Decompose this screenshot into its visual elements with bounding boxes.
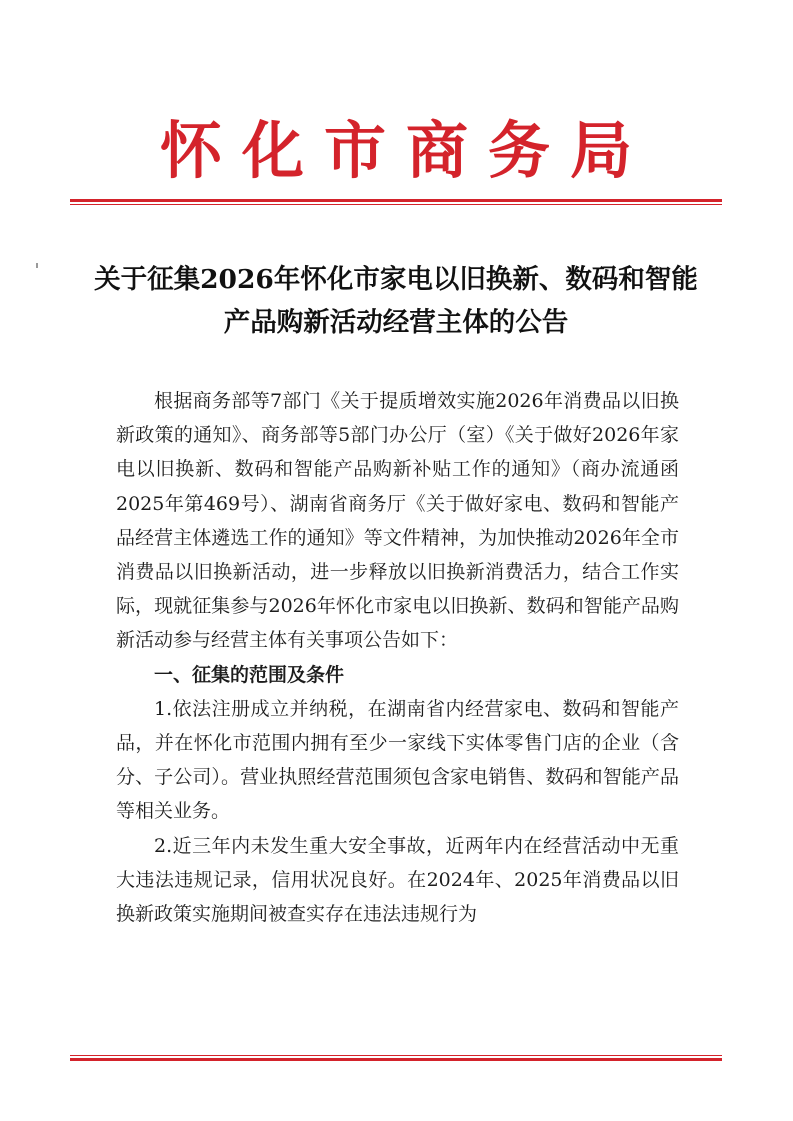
issuer-masthead: 怀化市商务局 xyxy=(159,114,652,187)
announcement-body xyxy=(116,384,679,931)
scan-speck xyxy=(36,263,38,268)
condition-item-1: 1.依法注册成立并纳税，在湖南省内经营家电、数码和智能产品，并在怀化市范围内拥有至少一家线下实体零售门店的企业（含分、子公司）。营业执照经营范围须包含家电销售、数码和智能产品等相关业务。 xyxy=(116,697,679,823)
announcement-title: 关于征集2026年怀化市家电以旧换新、数码和智能产品购新活动经营主体的公告 xyxy=(94,264,698,338)
condition-item-2: 2.近三年内未发生重大安全事故，近两年内在经营活动中无重大违法违规记录，信用状况良好。在2024年、2025年消费品以旧换新政策实施期间被查实存在违法违规行为 xyxy=(116,834,679,926)
section-heading: 一、征集的范围及条件 xyxy=(154,663,345,686)
intro-paragraph: 根据商务部等7部门《关于提质增效实施2026年消费品以旧换新政策的通知》、商务部等5部门办公厅（室）《关于做好2026年家电以旧换新、数码和智能产品购新补贴工作的通知》（商办流通函2025年第469号）、湖南省商务厅《关于做好家电、数码和智能产品经营主体遴选工作的通知》等文件精神，为加快推动2026年全市消费品以旧换新活动，进一步释放以旧换新消费活力，结合工作实际，现就征集参与2026年怀化市家电以旧换新、数码和智能产品购新活动参与经营主体有关事项公告如下： xyxy=(116,390,679,652)
